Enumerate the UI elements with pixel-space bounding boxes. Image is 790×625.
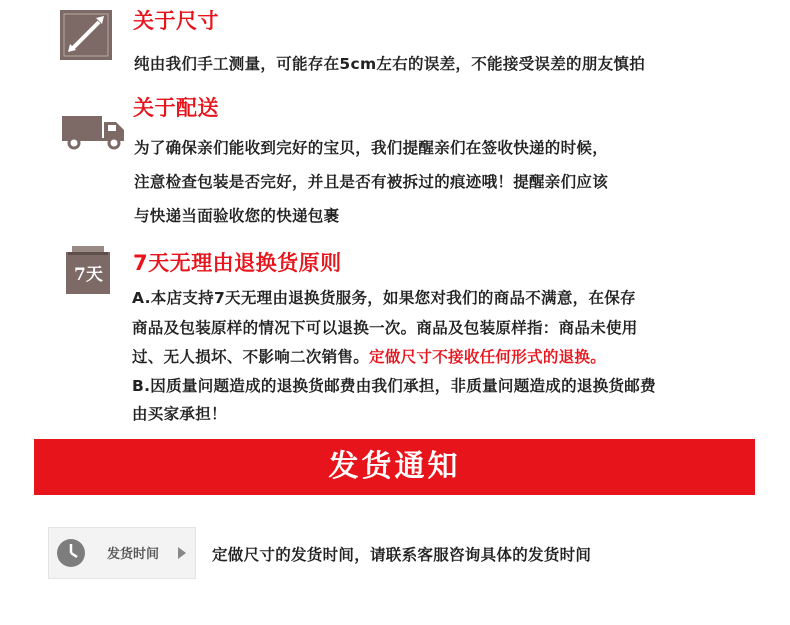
size-icon [60,10,112,60]
clock-icon [56,538,86,568]
resize-arrows-icon [60,10,112,60]
shipping-time-text: 定做尺寸的发货时间，请联系客服咨询具体的发货时间 [212,546,592,564]
return-line-3 [132,345,606,367]
calendar-7day-icon [66,246,112,296]
delivery-line-2: 注意检查包装是否完好，并且是否有被拆过的痕迹哦！提醒亲们应该 [134,173,609,191]
return-line-3-normal: 过、无人损坏、不影响二次销售。 [132,348,370,366]
shipping-time-tag [48,527,196,579]
delivery-heading: 关于配送 [133,96,219,120]
shipping-time-label: 发货时间 [107,547,160,562]
return-line-b1: B.因质量问题造成的退换货邮费由我们承担，非质量问题造成的退换货邮费 [132,377,656,395]
return-heading: 7天无理由退换货原则 [133,251,342,275]
size-heading: 关于尺寸 [133,9,219,33]
return-line-3-warning: 定做尺寸不接收任何形式的退换。 [369,348,607,366]
return-line-b2: 由买家承担！ [132,405,227,423]
delivery-line-1: 为了确保亲们能收到完好的宝贝，我们提醒亲们在签收快递的时候， [134,139,609,157]
shipping-notice-banner [34,439,755,495]
play-arrow-icon [177,547,187,559]
return-line-2: 商品及包装原样的情况下可以退换一次。商品及包装原样指：商品未使用 [132,319,638,337]
calendar-7day-label: 7天 [74,265,103,285]
truck-icon [62,112,126,150]
banner-title: 发货通知 [328,449,461,484]
delivery-line-3: 与快递当面验收您的快递包裹 [134,207,340,225]
return-line-1: A.本店支持7天无理由退换货服务，如果您对我们的商品不满意，在保存 [132,289,636,307]
size-description: 纯由我们手工测量，可能存在5cm左右的误差，不能接受误差的朋友慎拍 [134,55,646,73]
